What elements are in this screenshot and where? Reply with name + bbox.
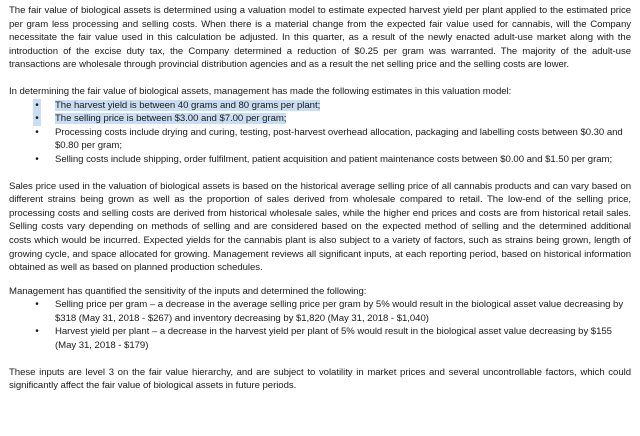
list-item [9,112,631,126]
sensitivity-selling-price: Selling price per gram – a decrease in the average selling price per gram by 5% would result in the biological asset value decreasing by $318 (May 31, 2018 - $267) and inventory decreasing by $1,820 (May 31, 2018 - $1,040) [55,299,624,324]
estimate-processing-costs: Processing costs include drying and curing, testing, post-harvest overhead allocation, packaging and labelling costs between $0.30 and $0.80 per gram; [55,126,623,152]
sensitivity-harvest-yield: Harvest yield per plant – a decrease in the harvest yield per plant of 5% would result in the biological asset value decreasing by $155 (May 31, 2018 - $179) [55,326,612,352]
estimate-harvest-yield: The harvest yield is between 40 grams and 80 grams per plant; [55,99,321,111]
estimate-selling-price: The selling price is between $3.00 and $7.00 per gram; [55,113,287,125]
sales-price-paragraph: Sales price used in the valuation of biological assets is based on the historical average selling price of all cannabis products and can vary based on different strains being grown as well as the proportion of sales derived from wholesale compared to retail. The low-end of the selling price, processing costs and selling costs are derived from historical wholesale sales, while the higher end prices and costs are from historical retail sales. Selling costs vary depending on methods of selling and are considered based on the expected method of selling and the determined additional costs which would be incurred. Expected yields for the cannabis plant is also subject to a variety of factors, such as strains being grown, length of growing cycle, and space allocated for growing. Management reviews all significant inputs, at each reporting period, based on historical information obtained as well as based on planned production schedules. [9,180,631,274]
fair-value-hierarchy-paragraph: These inputs are level 3 on the fair value hierarchy, and are subject to volatility in market prices and several uncontrollable factors, which could significantly affect the fair value of biological assets in future periods. [9,366,631,392]
estimates-list [9,99,631,167]
bullet-icon: • [35,326,39,338]
bullet-icon: • [35,126,39,138]
bullet-icon: • [33,112,41,126]
estimate-selling-costs: Selling costs include shipping, order fulfilment, patient acquisition and patient maintenance costs between $0.00 and $1.50 per gram; [55,153,613,165]
valuation-method-paragraph: The fair value of biological assets is determined using a valuation model to estimate expected harvest yield per plant applied to the estimated price per gram less processing and selling costs. When there is a material change from the expected fair value used for cannabis, will the Company necessitate the fair value used in this calculation be adjusted. In this quarter, as a result of the newly enacted adult-use market along with the introduction of the excise duty tax, the Company determined a reduction of $0.25 per gram was warranted. The majority of the adult-use transactions are wholesale through provincial distribution agencies and as a result the net selling price and the selling costs are lower. [9,5,631,71]
list-item [9,325,631,352]
sensitivity-intro: Management has quantified the sensitivity of the inputs and determined the following: [9,285,367,297]
document-body [9,4,631,393]
bullet-icon: • [35,299,39,311]
list-item [9,126,631,153]
list-item [9,153,631,167]
list-item [9,99,631,113]
sensitivity-list [9,298,631,352]
bullet-icon: • [35,153,39,165]
estimates-intro: In determining the fair value of biological assets, management has made the following estimates in this valuation model: [9,85,512,97]
bullet-icon: • [33,99,41,113]
list-item [9,298,631,325]
